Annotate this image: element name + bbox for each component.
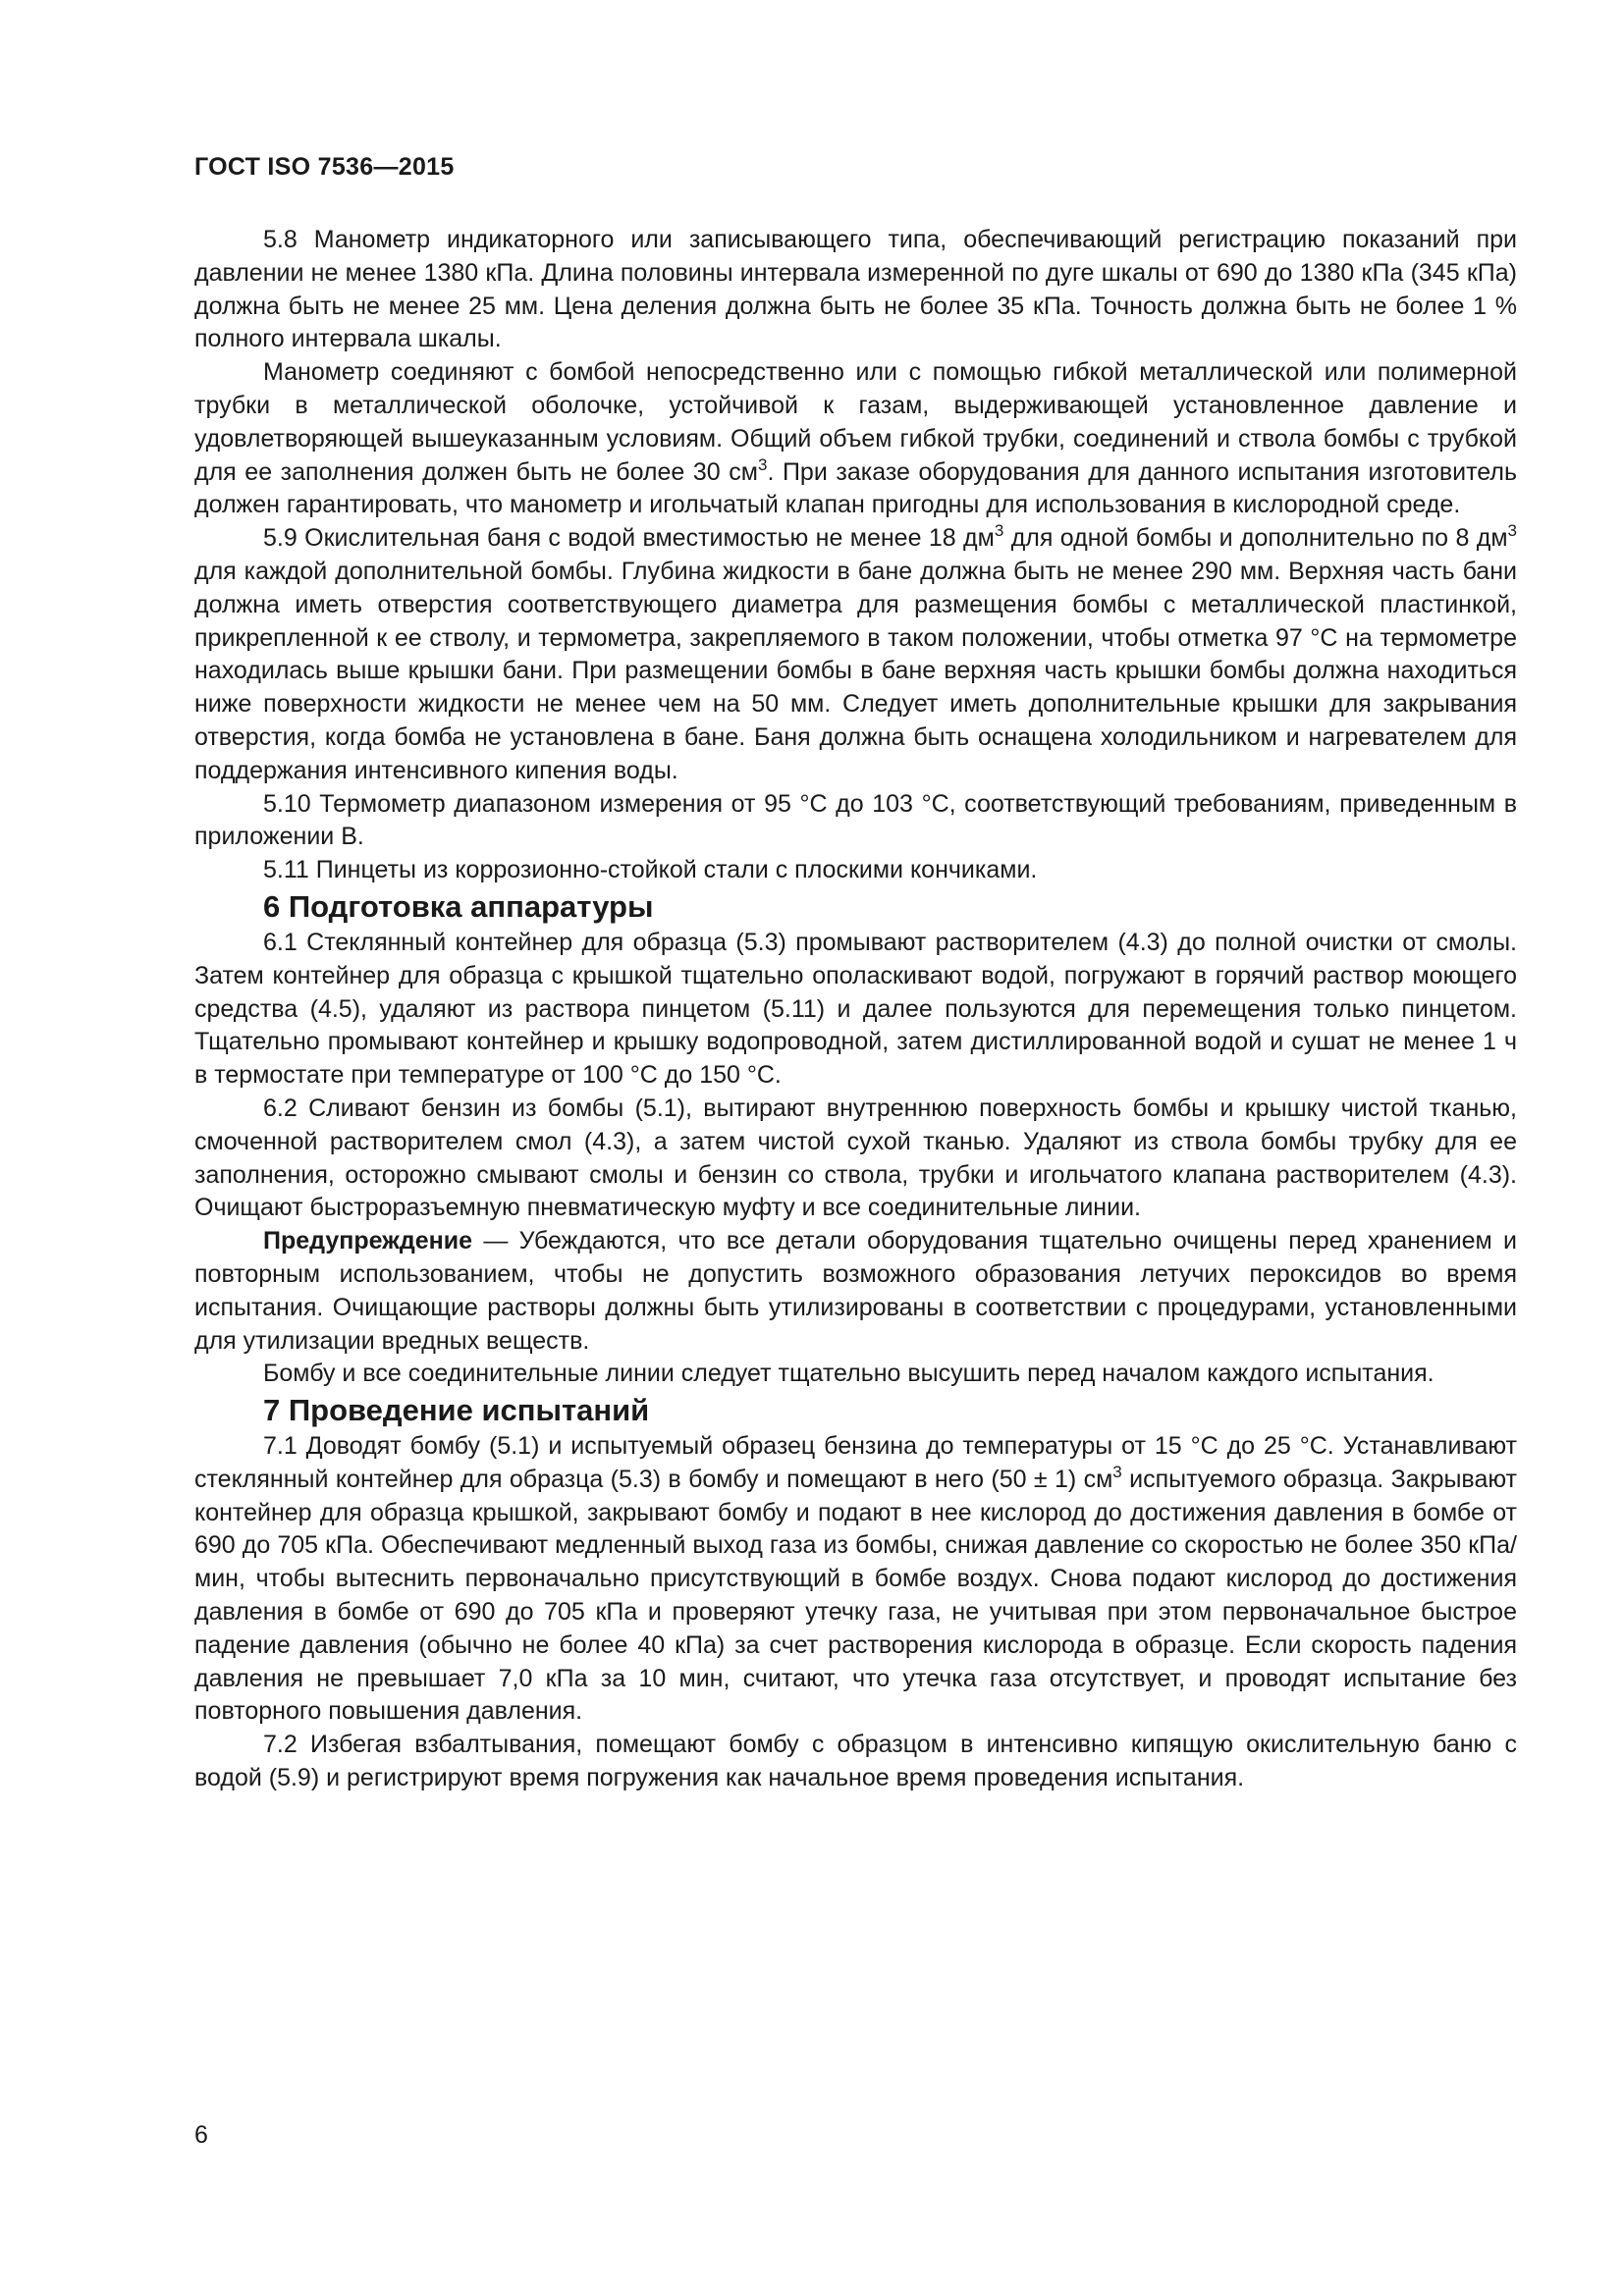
- paragraph-7-2: 7.2 Избегая взбалтывания, помещают бомбу с образцом в интенсивно кипящую окислительную баню с водой (5.9) и регистрируют время погружения как начальное время проведения испытания.: [194, 1731, 1517, 1792]
- warning-label: Предупреждение: [263, 1227, 473, 1255]
- superscript: 3: [757, 454, 768, 474]
- paragraph-5-8-manometer-connection: [194, 356, 1517, 522]
- superscript: 3: [1112, 1462, 1122, 1481]
- section-heading-7: 7 Проведение испытаний: [263, 1393, 650, 1428]
- warning-paragraph: [194, 1225, 1517, 1358]
- section-heading-6: 6 Подготовка аппаратуры: [263, 888, 654, 924]
- paragraph-7-1: [194, 1430, 1517, 1729]
- page-number: 6: [194, 2121, 208, 2149]
- warning-text: — Убеждаются, что все детали оборудования тщательно очищены перед хранением и повторным использованием, чтобы не допустить возможного образования летучих пероксидов во время испытания. Очищающие растворы должны быть утилизированы в соответствии с процедурами, установленными для утилизации вредных веществ.: [194, 1227, 1517, 1355]
- text-segment: . При заказе оборудования для данного испытания изготовитель должен гарантировать, что манометр и игольчатый клапан пригодны для использования в кислородной среде.: [194, 457, 1517, 519]
- paragraph-5-9: [194, 522, 1517, 787]
- paragraph-6-1: 6.1 Стеклянный контейнер для образца (5.3) промывают растворителем (4.3) до полной очистки от смолы. Затем контейнер для образца с крышкой тщательно ополаскивают водой, погружают в горячий раствор моющего средства (4.5), удаляют из раствора пинцетом (5.11) и далее пользуются для перемещения только пинцетом. Тщательно промывают контейнер и крышку водопроводной, затем дистиллированной водой и сушат не менее 1 ч в термостате при температуре от 100 °C до 150 °C.: [194, 928, 1517, 1090]
- paragraph-5-8: 5.8 Манометр индикаторного или записывающего типа, обеспечивающий регистрацию показаний при давлении не менее 1380 кПа. Длина половины интервала измеренной по дуге шкалы от 690 до 1380 кПа (345 кПа) должна быть не менее 25 мм. Цена деления должна быть не более 35 кПа. Точность должна быть не более 1 % полного интервала шкалы.: [194, 226, 1517, 353]
- paragraph-6-2: 6.2 Сливают бензин из бомбы (5.1), вытирают внутреннюю поверхность бомбы и крышку чистой тканью, смоченной растворителем смол (4.3), а затем чистой сухой тканью. Удаляют из ствола бомбы трубку для ее заполнения, осторожно смывают смолы и бензин со ствола, трубки и игольчатого клапана растворителем (4.3). Очищают быстроразъемную пневматическую муфту и все соединительные линии.: [194, 1094, 1517, 1222]
- text-segment: 7.1 Доводят бомбу (5.1) и испытуемый образец бензина до температуры от 15 °C до 25 °C. Устанавливают стеклянный контейнер для образца (5.3) в бомбу и помещают в него (50 ± 1) см: [194, 1432, 1517, 1493]
- paragraph-5-11: 5.11 Пинцеты из коррозионно-стойкой стали с плоскими кончиками.: [263, 856, 1038, 884]
- document-body: [194, 224, 1517, 1795]
- text-segment: 5.9 Окислительная баня с водой вместимостью не менее 18 дм: [263, 524, 995, 553]
- paragraph-5-10: 5.10 Термометр диапазоном измерения от 95 °C до 103 °C, соответствующий требованиям, приведенным в приложении В.: [194, 789, 1517, 851]
- superscript: 3: [1507, 521, 1517, 541]
- document-header: ГОСТ ISO 7536—2015: [194, 153, 455, 181]
- paragraph-6-dry: Бомбу и все соединительные линии следует тщательно высушить перед началом каждого испытания.: [263, 1360, 1435, 1388]
- text-segment: для одной бомбы и дополнительно по 8 дм: [1003, 524, 1508, 553]
- text-segment: испытуемого образца. Закрывают контейнер для образца крышкой, закрывают бомбу и подают в нее кислород до достижения давления в бомбе от 690 до 705 кПа. Обеспечивают медленный выход газа из бомбы, снижая давление со скоростью не более 350 кПа/мин, чтобы вытеснить первоначально присутствующий в бомбе воздух. Снова подают кислород до достижения давления в бомбе от 690 до 705 кПа и проверяют утечку газа, не учитывая при этом первоначальное быстрое падение давления (обычно не более 40 кПа) за счет растворения кислорода в образце. Если скорость падения давления не превышает 7,0 кПа за 10 мин, считают, что утечка газа отсутствует, и проводят испытание без повторного повышения давления.: [194, 1465, 1517, 1726]
- text-segment: Манометр соединяют с бомбой непосредственно или с помощью гибкой металлической или полимерной трубки в металлической оболочке, устойчивой к газам, выдерживающей установленное давление и удовлетворяющей вышеуказанным условиям. Общий объем гибкой трубки, соединений и ствола бомбы с трубкой для ее заполнения должен быть не более 30 см: [194, 358, 1517, 486]
- superscript: 3: [994, 521, 1004, 541]
- text-segment: для каждой дополнительной бомбы. Глубина жидкости в бане должна быть не менее 290 мм. Верхняя часть бани должна иметь отверстия соответствующего диаметра для размещения бомбы с металлической пластинкой, прикрепленной к ее стволу, и термометра, закрепляемого в таком положении, чтобы отметка 97 °C на термометре находилась выше крышки бани. При размещении бомбы в бане верхняя часть крышки бомбы должна находиться ниже поверхности жидкости не менее чем на 50 мм. Следует иметь дополнительные крышки для закрывания отверстия, когда бомба не установлена в бане. Баня должна быть оснащена холодильником и нагревателем для поддержания интенсивного кипения воды.: [194, 557, 1517, 784]
